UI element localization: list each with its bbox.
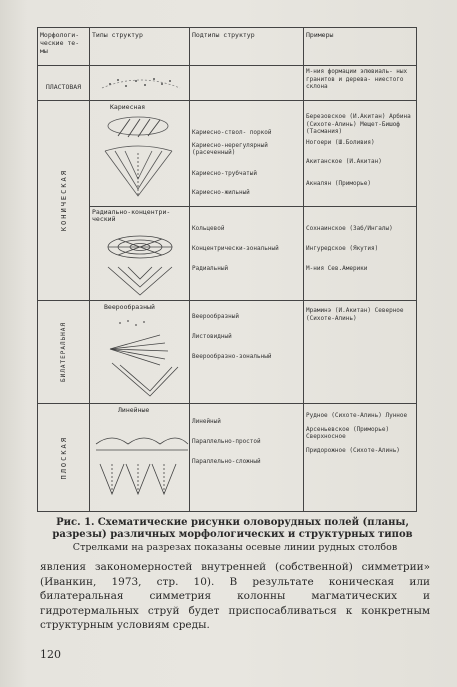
conic-sketch [90, 101, 190, 205]
row-conic-1 [38, 101, 417, 207]
body-paragraph: явления закономерностей внутренней (собственной) симметрии» (Иванкин, 1973, стр. 10). В результате коническая или билатеральная симметрия колонны магматических и гидротермальных струй будет приспосабливаться к конкретным структурным условиям среды. [40, 561, 430, 631]
row-bilateral [38, 301, 417, 404]
header-subtypes: Подтипы структур [190, 28, 304, 66]
bilateral-subtype-2: Листовидный [192, 333, 232, 340]
linear-sketch [90, 404, 190, 510]
row-conic-2 [38, 207, 417, 301]
page-number: 120 [40, 648, 61, 661]
row-label-stratiform: ПЛАСТОВАЯ [45, 82, 82, 91]
radial-example-2: Ингуредское (Якутия) [306, 245, 379, 252]
figure-title: Схематические рисунки оловорудных полей (планы, разрезы) различных морфологических и структурных типов [52, 517, 413, 540]
bilateral-subtype-3: Веерообразно-зональный [192, 353, 272, 360]
bilateral-subtype-1: Веерообразный [192, 313, 239, 320]
conic-example-4: Акналян (Приморье) [306, 179, 372, 187]
conic-subtype-2: Кариесно-нерегулярный (расеченный) [192, 142, 268, 156]
row-label-flat: ПЛОСКАЯ [59, 435, 68, 480]
stratiform-example: М-ния формации элювиаль- ных гранитов и дерева- ниестого склона [306, 68, 408, 90]
header-types: Типы структур [90, 28, 190, 66]
conic-example-3: Акитанское (И.Акитан) [306, 158, 382, 165]
radial-example-1: Сохнаинское (Заб/Ингалы) [306, 225, 393, 232]
radial-subtype-1: Кольцевой [192, 225, 225, 232]
conic-subtype-4: Кариесно-жильный [192, 189, 250, 196]
conic-example-1: Березовское (И.Акитан) Арбина (Сихоте-Алинь) Мещет-Бишоф (Тасмания) [306, 113, 411, 135]
radial-example-3: М-ния Сев.Америки [306, 265, 368, 272]
flat-subtype-1: Линейный [192, 418, 221, 425]
radial-subtype-2: Концентрически-зональный [192, 245, 279, 252]
bilateral-example-1: Мраминэ (И.Акитан) Северное (Сихоте-Алинь) [306, 307, 404, 322]
flat-example-2: Арсеньевское (Приморье) Сверхносное [306, 425, 390, 440]
conic-subtype-3: Кариесно-трубчатый [192, 170, 258, 177]
flat-example-1: Рудное (Сихоте-Алинь) Лунное [306, 412, 408, 419]
fan-sketch [90, 301, 190, 401]
figure-number: Рис. 1. [56, 517, 95, 528]
row-stratiform [38, 66, 417, 101]
flat-subtype-2: Параллельно-простой [192, 438, 261, 445]
stratiform-sketch [90, 66, 190, 96]
figure-caption [40, 517, 425, 541]
conic-example-2: Ногоери (Ш.Боливия) [306, 138, 375, 146]
header-morph: Морфологи- ческие те- мы [38, 28, 90, 66]
conic-subtype-1: Кариесно-ствол- поркой [192, 129, 272, 136]
header-examples: Примеры [304, 28, 417, 66]
radial-sketch [90, 207, 190, 299]
radial-subtype-3: Радиальный [192, 265, 229, 272]
table-header-row [38, 28, 417, 66]
flat-example-3: Придорожное (Сихоте-Алинь) [306, 446, 400, 454]
bilateral-type-label: Веерообразный [104, 303, 155, 311]
conic-type2-label: Радиально-концентри- ческий [92, 208, 171, 223]
flat-subtype-3: Параллельно-сложный [192, 458, 261, 465]
flat-type-label: Линейные [118, 406, 150, 414]
row-label-conic: КОНИЧЕСКАЯ [59, 169, 68, 232]
structure-table [37, 27, 417, 512]
conic-type1-label: Кариесная [110, 103, 146, 111]
row-flat [38, 404, 417, 512]
row-label-bilateral: БИЛАТЕРАЛЬНАЯ [60, 322, 67, 382]
figure-note: Стрелками на разрезах показаны осевые линии рудных столбов [72, 542, 398, 553]
